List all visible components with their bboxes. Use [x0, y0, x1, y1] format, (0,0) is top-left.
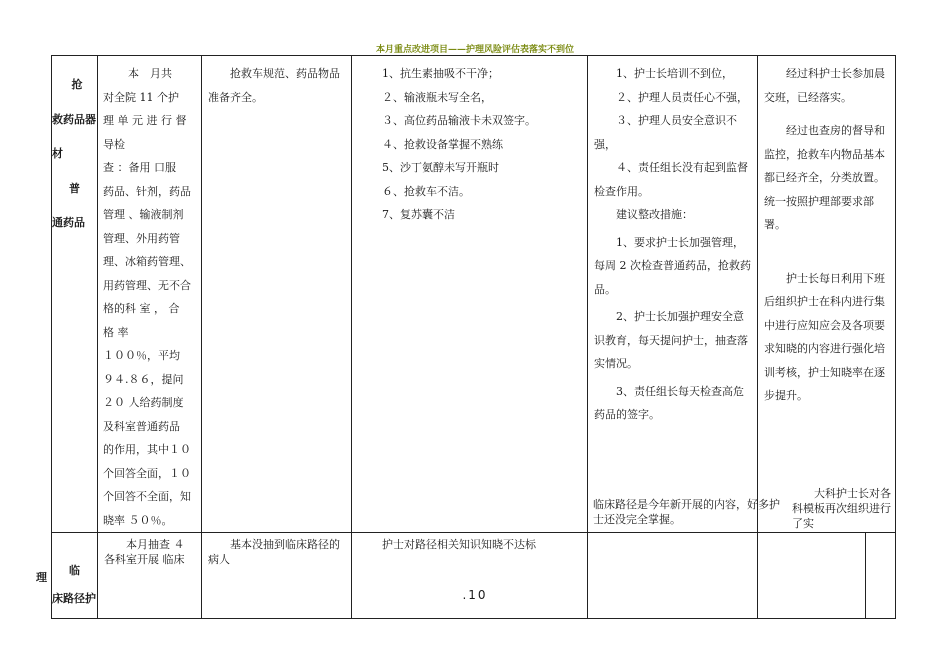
causes-bottom-note: 临床路径是今年新开展的内容，好多护士还没完全掌握。 — [593, 498, 780, 526]
category-text: 材 — [52, 147, 63, 160]
cause-item: ４、责任组长没有起到监督检查作用。 — [594, 161, 748, 198]
category-text: 抢 — [71, 78, 83, 91]
report-table — [51, 55, 896, 619]
page-title: 本月重点改进项目——护理风险评估表落实不到位 — [375, 45, 574, 55]
inspection-line: 格 率 — [103, 325, 129, 339]
causes-cell — [588, 56, 758, 533]
extra-cell — [866, 533, 896, 619]
inspection-line: 管理 、输液制剂 — [103, 208, 184, 221]
inspection-line: 个回答不全面，知 — [103, 490, 191, 503]
inspection-line: 及科室普通药品 — [103, 419, 180, 433]
good-practice-cell — [202, 533, 352, 619]
problem-item: 7、复苏囊不洁 — [382, 208, 455, 221]
results-cell — [758, 56, 896, 533]
good-practice-cell — [202, 56, 352, 533]
result-paragraph: 护士长每日利用下班后组织护士在科内进行集中进行应知应会及各项要求知晓的内容进行强化培训考核，护士知晓率在逐步提升。 — [764, 271, 885, 402]
measure-item: 3、责任组长每天检查高危药品的签字。 — [594, 384, 744, 421]
category-text: 床路径护 — [52, 592, 96, 605]
problem-item: ３、高位药品输液卡未双签字。 — [382, 114, 536, 127]
problem-item: 1、抗生素抽吸不干净； — [382, 67, 499, 80]
inspection-line: 个回答全面，１０ — [103, 466, 191, 480]
category-cell — [52, 56, 98, 533]
problem-item: 5、沙丁氨醇未写开瓶时 — [382, 161, 499, 174]
cause-item: ３、护理人员安全意识不强， — [594, 114, 737, 151]
measure-item: 2、护士长加强护理安全意识教育，每天提问护士，抽查落实情况。 — [594, 310, 748, 370]
measures-heading: 建议整改措施： — [616, 208, 693, 221]
inspection-line: 用药管理、无不合 — [103, 278, 191, 292]
inspection-cell — [98, 533, 202, 619]
problem-item: ６、抢救车不洁。 — [382, 184, 470, 198]
result-paragraph: 经过也查房的督导和监控，抢救车内物品基本都已经齐全，分类放置。统一按照护理部要求部署。 — [764, 124, 885, 231]
result-paragraph: 经过科护士长参加晨交班，已经落实。 — [764, 67, 885, 104]
category-text: 临 — [69, 564, 80, 577]
problems-cell — [352, 533, 588, 619]
inspection-line: ９４.８６，提问 — [103, 372, 184, 386]
category-trailing-text: 理 — [36, 571, 47, 584]
page-number: .10 — [462, 588, 488, 602]
inspection-cell — [98, 56, 202, 533]
problems-cell — [352, 56, 588, 533]
inspection-line: １００％，平均 — [103, 349, 180, 362]
inspection-line: 管理、外用药管 — [103, 231, 180, 245]
inspection-line: 理 单 元 进 行 督 — [103, 114, 187, 127]
inspection-line: 导检 — [103, 137, 125, 151]
measure-item: 1、要求护士长加强管理，每周 2 次检查普通药品，抢救药品。 — [594, 235, 751, 296]
problem-item: ２、输液瓶未写全名， — [382, 90, 492, 104]
cause-item: 1、护士长培训不到位， — [616, 67, 733, 80]
problem-item: ４、抢救设备掌握不熟练 — [382, 137, 503, 151]
inspection-line: 的作用，其中１０ — [103, 443, 191, 456]
table-row — [52, 533, 896, 619]
results-cell — [758, 533, 866, 619]
table-row — [52, 56, 896, 533]
inspection-line: 晓率 ５０％。 — [103, 513, 173, 527]
category-text: 通药品 — [52, 216, 85, 229]
category-text: 普 — [69, 181, 80, 195]
inspection-line: 格的科 室 ， 合 — [103, 302, 180, 315]
inspection-line: ２０ 人给药制度 — [103, 396, 184, 409]
results-bottom-note: 大科护士长对各科模板再次组织进行了实 — [792, 487, 891, 530]
inspection-line: 本 月共 — [128, 67, 172, 80]
category-cell — [52, 533, 98, 619]
good-practice-text: 抢救车规范、药品物品准备齐全。 — [208, 67, 340, 104]
inspection-line: 理、冰箱药管理、 — [103, 255, 191, 268]
inspection-line: 对全院 11 个护 — [103, 90, 179, 104]
causes-cell — [588, 533, 758, 619]
good-practice-text: 基本没抽到临床路径的病人 — [208, 538, 340, 566]
inspection-line: 药品、针剂，药品 — [103, 184, 191, 198]
inspection-text: 本月抽查 ４ 各科室开展 临床 — [104, 538, 185, 566]
cause-item: ２、护理人员责任心不强， — [616, 90, 748, 104]
inspection-line: 查 ：备用 口服 — [103, 161, 176, 174]
category-text: 救药品器 — [52, 112, 96, 126]
problem-text: 护士对路径相关知识知晓不达标 — [382, 538, 536, 551]
